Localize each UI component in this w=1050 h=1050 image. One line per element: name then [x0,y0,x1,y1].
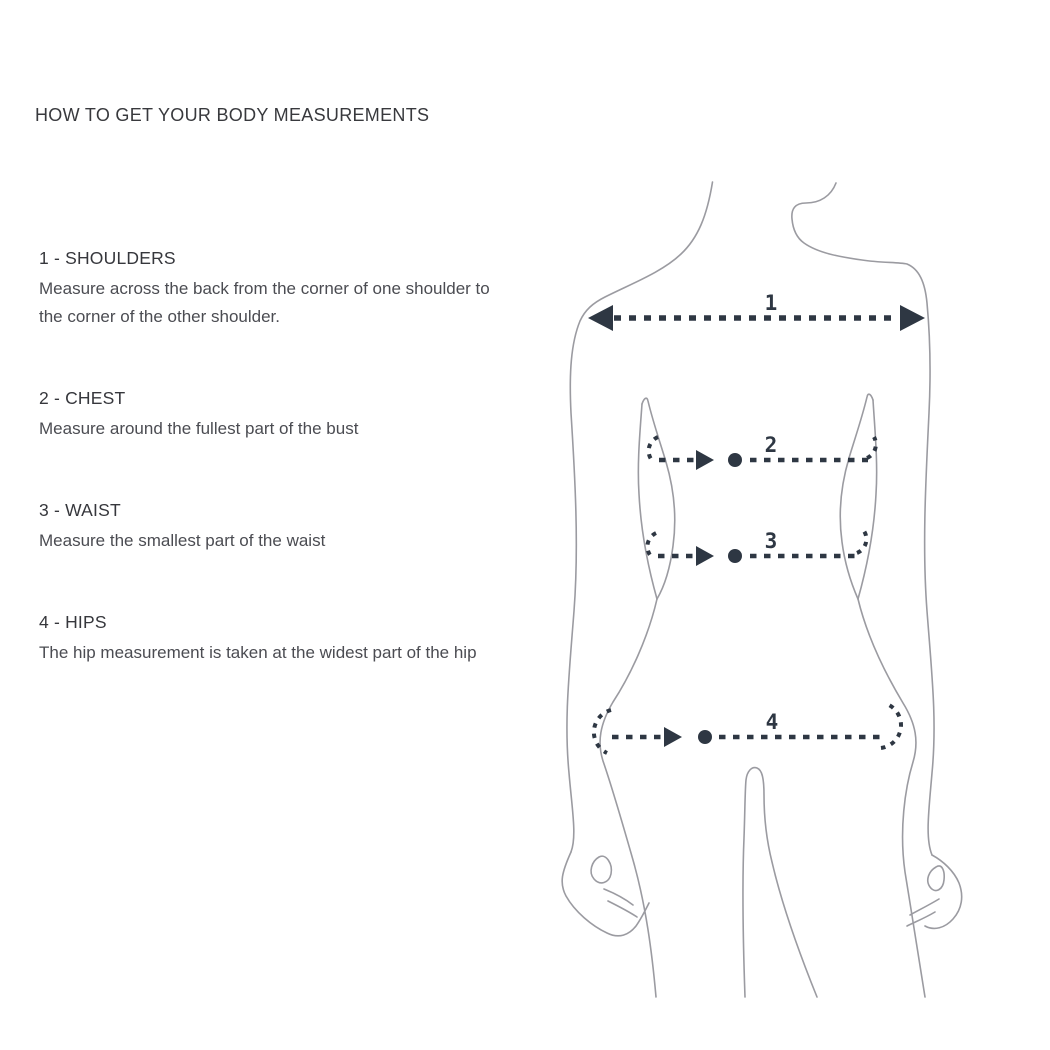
waist-wrap-right [857,531,866,553]
waist-dot [728,549,742,563]
hips-measure [594,705,901,753]
section-waist-heading: 3 - WAIST [39,500,121,520]
shoulder-arrow-right-icon [900,305,925,331]
hips-wrap-right [881,705,901,748]
chest-arrow-icon [696,450,714,470]
body-outline [562,182,962,997]
left-hand-outline [562,852,649,936]
section-chest-heading: 2 - CHEST [39,388,126,408]
right-hip-leg-line [858,599,925,997]
waist-arrow-icon [696,546,714,566]
chest-measure-label: 2 [764,433,778,457]
left-armpit-curve [642,398,675,599]
right-torso-side-line [858,400,877,599]
shoulder-measure [588,291,925,331]
section-waist-description: Measure the smallest part of the waist [39,531,326,550]
inner-legs-crotch-line [743,768,817,997]
waist-measure-label: 3 [764,529,778,553]
waist-measure [647,529,866,566]
left-hip-leg-line [600,599,657,997]
right-neck-shoulder-arm-line [792,183,934,855]
chest-wrap-left [649,437,658,459]
hips-arrow-icon [664,727,682,747]
hips-wrap-left [594,710,611,753]
section-chest [39,388,514,443]
right-thumb [928,866,944,891]
section-shoulders-description: Measure across the back from the corner of one shoulder to the corner of the other shoulder. [39,279,490,326]
left-thumb [591,856,611,883]
shoulder-arrow-left-icon [588,305,613,331]
section-waist [39,500,514,555]
body-measurement-diagram [540,170,1000,1015]
right-armpit-curve [840,394,873,599]
chest-measure [649,433,876,470]
section-hips [39,612,514,667]
hips-dot [698,730,712,744]
section-hips-heading: 4 - HIPS [39,612,107,632]
left-finger-line-1 [604,889,633,905]
waist-wrap-left [647,533,656,555]
right-hand-outline [925,855,962,928]
left-finger-line-2 [608,901,637,917]
chest-wrap-right [867,437,876,458]
section-shoulders-heading: 1 - SHOULDERS [39,248,176,268]
left-torso-side-line [638,404,657,599]
section-chest-description: Measure around the fullest part of the bust [39,419,359,438]
shoulder-measure-label: 1 [764,291,778,315]
hips-measure-label: 4 [765,710,779,734]
section-shoulders [39,248,514,331]
page-title: HOW TO GET YOUR BODY MEASUREMENTS [35,105,430,125]
left-neck-shoulder-arm-line [567,182,713,852]
body-figure-svg [540,170,1000,1015]
section-hips-description: The hip measurement is taken at the widest part of the hip [39,643,477,662]
chest-dot [728,453,742,467]
